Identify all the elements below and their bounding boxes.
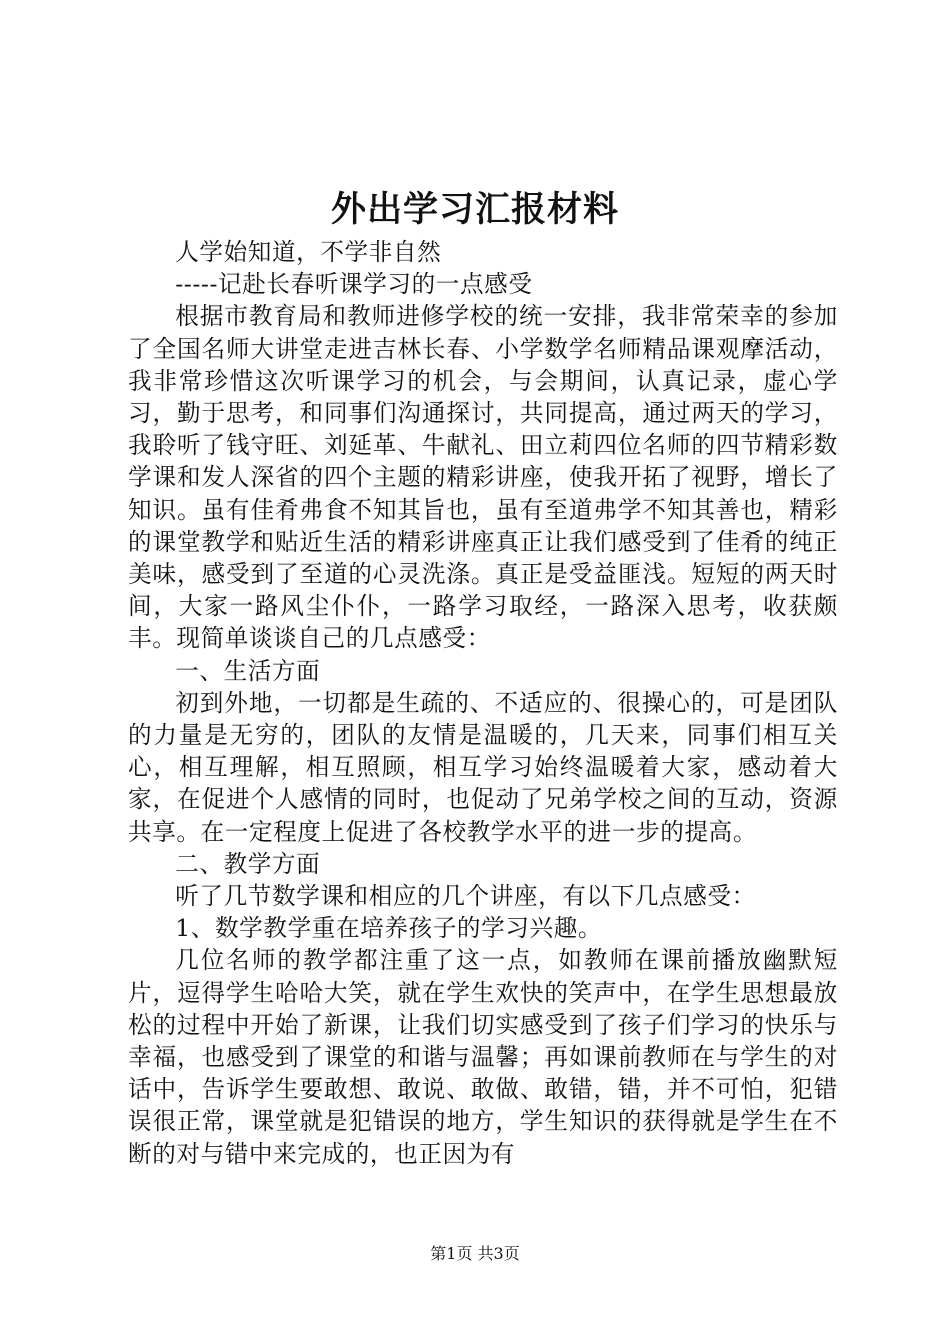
point-1-paragraph: 几位名师的教学都注重了这一点，如教师在课前播放幽默短片，逗得学生哈哈大笑，就在学生欢快的笑声中，在学生思想最放松的过程中开始了新课，让我们切实感受到了孩子们学习的快乐与幸福，也感受到了课堂的和谐与温馨；再如课前教师在与学生的对话中，告诉学生要敢想、敢说、敢做、敢错，错，并不可怕，犯错误很正常，课堂就是犯错误的地方，学生知识的获得就是学生在不断的对与错中来完成的，也正因为有 (128, 946, 838, 1168)
point-heading-1: 1、数学教学重在培养孩子的学习兴趣。 (175, 914, 603, 943)
subtitle-line: 人学始知道，不学非自然 (175, 238, 442, 266)
section-heading-teaching: 二、教学方面 (175, 849, 321, 878)
document-body (128, 236, 838, 1170)
teaching-intro-paragraph: 听了几节数学课和相应的几个讲座，有以下几点感受： (175, 882, 756, 911)
subtitle-dedication: -----记赴长春听课学习的一点感受 (175, 270, 533, 299)
section-heading-life: 一、生活方面 (175, 656, 321, 685)
document-title: 外出学习汇报材料 (330, 189, 619, 230)
page-footer: 第1页 共3页 (430, 1244, 520, 1263)
intro-paragraph: 根据市教育局和教师进修学校的统一安排，我非常荣幸的参加了全国名师大讲堂走进吉林长春、小学数学名师精品课观摩活动，我非常珍惜这次听课学习的机会，与会期间，认真记录，虚心学习，勤于思考，和同事们沟通探讨，共同提高，通过两天的学习，我聆听了钱守旺、刘延革、牛献礼、田立莉四位名师的四节精彩数学课和发人深省的四个主题的精彩讲座，使我开拓了视野，增长了知识。虽有佳肴弗食不知其旨也，虽有至道弗学不知其善也，精彩的课堂教学和贴近生活的精彩讲座真正让我们感受到了佳肴的纯正美味，感受到了至道的心灵洗涤。真正是受益匪浅。短短的两天时间，大家一路风尘仆仆，一路学习取经，一路深入思考，收获颇丰。现简单谈谈自己的几点感受： (128, 302, 838, 653)
life-paragraph: 初到外地，一切都是生疏的、不适应的、很操心的，可是团队的力量是无穷的，团队的友情是温暖的，几天来，同事们相互关心，相互理解，相互照顾，相互学习始终温暖着大家，感动着大家，在促进个人感情的同时，也促动了兄弟学校之间的互动，资源共享。在一定程度上促进了各校教学水平的进一步的提高。 (128, 688, 838, 846)
